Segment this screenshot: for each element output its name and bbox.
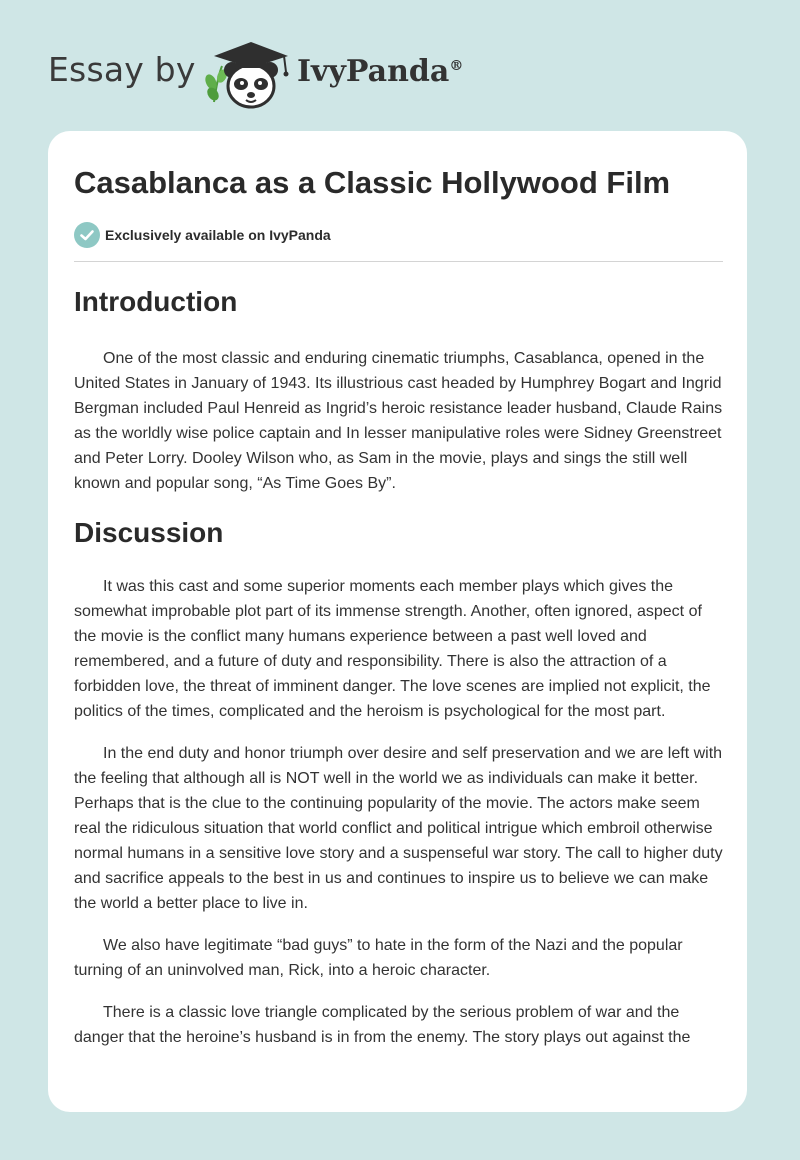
paragraph: There is a classic love triangle complicated by the serious problem of war and the danger that the heroine’s husband is in from the enemy. The story plays out against the [74, 1004, 691, 1046]
paragraph: We also have legitimate “bad guys” to hate in the form of the Nazi and the popular turning of an uninvolved man, Rick, into a heroic character. [74, 937, 683, 979]
exclusive-badge [74, 222, 331, 248]
page-title: Casablanca as a Classic Hollywood Film [74, 165, 671, 200]
essay-by-label: Essay by [48, 50, 196, 89]
paragraph: One of the most classic and enduring cinematic triumphs, Casablanca, opened in the United States in January of 1943. Its illustrious cast headed by Humphrey Bogart and Ingrid Bergman included Paul Henreid as Ingrid’s heroic resistance leader husband, Claude Rains as the worldly wise police captain and In lesser manipulative roles were Sidney Greenstreet and Peter Lorry. Dooley Wilson who, as Sam in the movie, plays and sings the still well known and popular song, “As Time Goes By”. [74, 350, 723, 492]
section-heading-introduction: Introduction [74, 286, 238, 317]
ivypanda-brand-name[interactable]: IvyPanda® [297, 54, 464, 89]
section-heading-discussion: Discussion [74, 517, 224, 548]
paragraph: It was this cast and some superior moments each member plays which gives the somewhat improbable plot part of its immense strength. Another, often ignored, aspect of the movie is the conflict many humans experience between a past well loved and remembered, and a future of duty and responsibility. There is also the attraction of a forbidden love, the threat of imminent danger. The love scenes are implied not explicit, the politics of the times, complicated and the heroism is psychological for the most part. [74, 578, 711, 720]
essay-card [48, 131, 747, 1112]
essay-body [74, 284, 724, 1050]
paragraph: In the end duty and honor triumph over desire and self preservation and we are left with the feeling that although all is NOT well in the world we as individuals can make it better. Perhaps that is the clue to the continuing popularity of the movie. The actors make seem real the ridiculous situation that world conflict and political intrigue which embroil otherwise normal humans in a sensitive love story and a suspenseful war story. The call to higher duty and sacrifice appeals to the best in us and continues to inspire us to believe we can make the world a better place to live in. [74, 745, 723, 912]
panda-graduate-logo-icon[interactable] [200, 36, 294, 110]
exclusive-badge-label: Exclusively available on IvyPanda [105, 227, 331, 243]
check-circle-icon [74, 222, 100, 248]
divider [74, 261, 723, 262]
site-header [48, 36, 548, 110]
